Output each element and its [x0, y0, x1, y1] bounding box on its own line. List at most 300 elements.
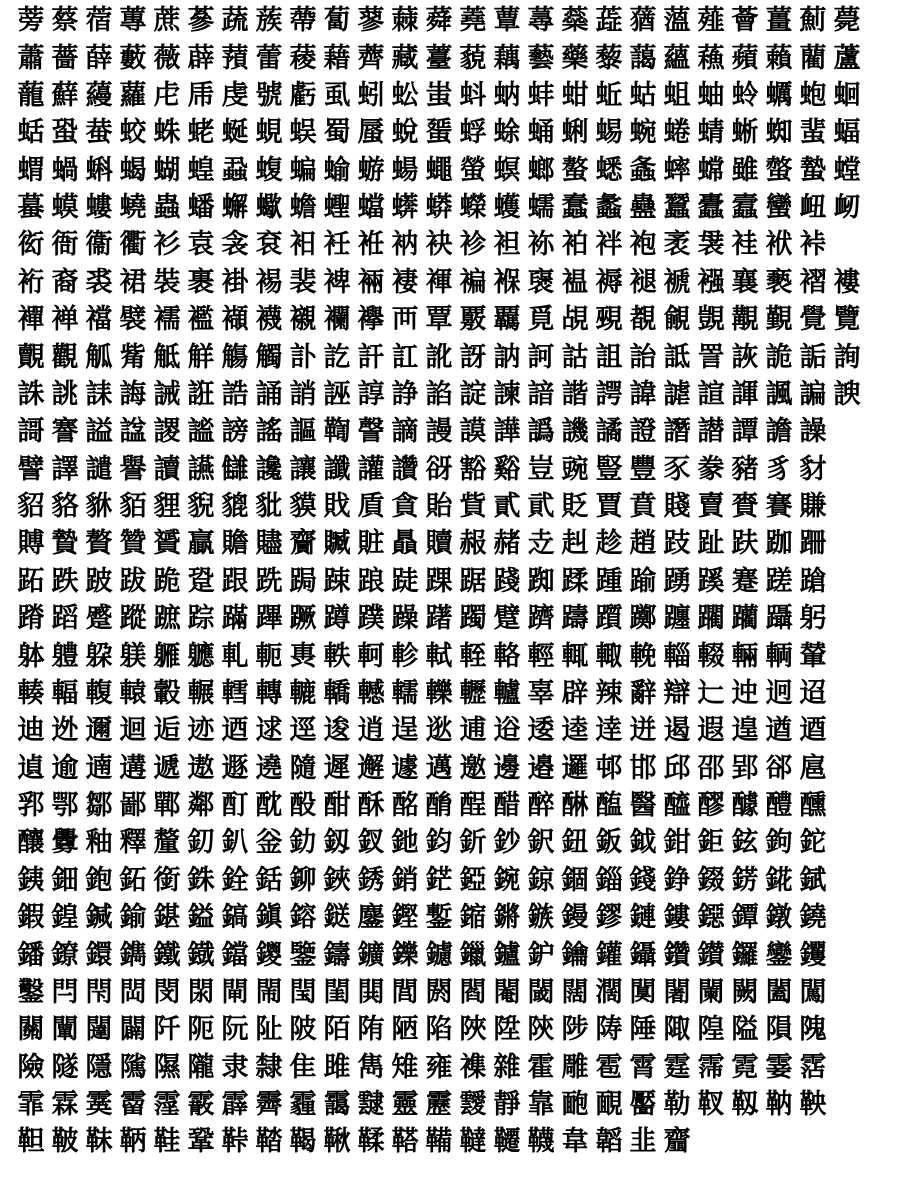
glyph: 謳	[289, 416, 317, 448]
glyph: 蕾	[255, 42, 283, 74]
glyph: 謠	[255, 416, 283, 448]
glyph: 靦	[595, 1089, 623, 1121]
glyph: 衂	[833, 192, 861, 224]
glyph-row	[14, 563, 882, 600]
glyph: 鉞	[629, 827, 657, 859]
glyph: 諤	[595, 378, 623, 410]
glyph: 讖	[323, 453, 351, 485]
glyph: 蔔	[323, 5, 351, 37]
glyph: 輓	[629, 640, 657, 672]
glyph: 蜚	[799, 117, 827, 149]
glyph: 蝌	[85, 154, 113, 186]
glyph: 逶	[527, 715, 555, 747]
glyph: 蓴	[119, 5, 147, 37]
glyph-row	[14, 77, 882, 114]
glyph: 躄	[493, 603, 521, 635]
glyph: 靉	[459, 1089, 487, 1121]
glyph: 貪	[391, 491, 419, 523]
glyph: 跚	[799, 528, 827, 560]
glyph: 褞	[561, 266, 589, 298]
glyph: 袗	[459, 229, 487, 261]
glyph: 迪	[17, 715, 45, 747]
glyph: 鎹	[323, 902, 351, 934]
glyph: 逋	[459, 715, 487, 747]
glyph: 蟷	[357, 192, 385, 224]
glyph: 遶	[255, 752, 283, 784]
glyph: 銛	[255, 864, 283, 896]
glyph: 轤	[493, 677, 521, 709]
glyph: 虱	[323, 79, 351, 111]
glyph: 蹲	[323, 603, 351, 635]
glyph: 醉	[527, 790, 555, 822]
glyph: 褪	[629, 266, 657, 298]
glyph: 酣	[323, 790, 351, 822]
glyph: 踐	[493, 565, 521, 597]
glyph: 銕	[17, 864, 45, 896]
glyph: 鉉	[731, 827, 759, 859]
glyph: 逅	[153, 715, 181, 747]
glyph: 賽	[765, 491, 793, 523]
glyph: 蹂	[561, 565, 589, 597]
glyph: 衢	[119, 229, 147, 261]
glyph: 觚	[85, 341, 113, 373]
glyph: 險	[17, 1051, 45, 1083]
glyph: 蕋	[595, 5, 623, 37]
glyph: 齏	[663, 1126, 691, 1158]
glyph: 蝮	[255, 154, 283, 186]
glyph: 衲	[391, 229, 419, 261]
glyph: 訃	[289, 341, 317, 373]
glyph: 輳	[17, 677, 45, 709]
glyph: 蔡	[51, 5, 79, 37]
glyph: 閘	[221, 976, 249, 1008]
glyph: 贖	[425, 528, 453, 560]
glyph: 蠻	[765, 192, 793, 224]
glyph: 覩	[629, 304, 657, 336]
glyph: 閨	[323, 976, 351, 1008]
glyph: 蜈	[289, 117, 317, 149]
glyph: 醋	[493, 790, 521, 822]
glyph: 蒡	[17, 5, 45, 37]
glyph: 扈	[799, 752, 827, 784]
glyph: 貲	[459, 491, 487, 523]
glyph-row	[14, 637, 882, 674]
glyph: 靆	[357, 1089, 385, 1121]
glyph: 雜	[493, 1051, 521, 1083]
glyph: 鎰	[187, 902, 215, 934]
glyph: 裙	[119, 266, 147, 298]
glyph: 靜	[493, 1089, 521, 1121]
glyph: 貉	[51, 491, 79, 523]
glyph: 襯	[289, 304, 317, 336]
glyph: 闖	[799, 976, 827, 1008]
glyph: 薊	[799, 5, 827, 37]
glyph: 醫	[629, 790, 657, 822]
glyph: 諧	[561, 378, 589, 410]
glyph: 貎	[187, 491, 215, 523]
glyph: 轎	[323, 677, 351, 709]
glyph: 蛞	[17, 117, 45, 149]
glyph: 蠎	[391, 192, 419, 224]
glyph: 諂	[425, 378, 453, 410]
glyph: 韈	[527, 1126, 555, 1158]
glyph: 虍	[153, 79, 181, 111]
glyph: 趺	[731, 528, 759, 560]
glyph: 蟾	[289, 192, 317, 224]
glyph: 諡	[119, 416, 147, 448]
glyph: 蘓	[697, 42, 725, 74]
glyph: 軅	[153, 640, 181, 672]
glyph: 贇	[153, 528, 181, 560]
glyph: 觧	[187, 341, 215, 373]
glyph: 謚	[85, 416, 113, 448]
glyph: 輊	[459, 640, 487, 672]
glyph: 讓	[289, 453, 317, 485]
glyph-row	[14, 1011, 882, 1048]
glyph-row	[14, 787, 882, 824]
glyph: 襤	[187, 304, 215, 336]
glyph: 釋	[119, 827, 147, 859]
glyph: 袿	[731, 229, 759, 261]
glyph-row	[14, 974, 882, 1011]
glyph: 蔘	[187, 5, 215, 37]
glyph: 覈	[459, 304, 487, 336]
glyph: 蜷	[663, 117, 691, 149]
glyph: 螟	[493, 154, 521, 186]
glyph: 詢	[833, 341, 861, 373]
glyph: 鄒	[85, 790, 113, 822]
glyph: 諱	[629, 378, 657, 410]
glyph: 釵	[357, 827, 385, 859]
glyph: 鏥	[459, 902, 487, 934]
glyph: 踪	[187, 603, 215, 635]
glyph: 靨	[629, 1089, 657, 1121]
glyph: 蠹	[697, 192, 725, 224]
glyph: 證	[629, 416, 657, 448]
glyph: 辯	[663, 677, 691, 709]
glyph: 鄙	[119, 790, 147, 822]
glyph: 謔	[663, 378, 691, 410]
glyph: 蟇	[17, 192, 45, 224]
glyph: 蟋	[595, 154, 623, 186]
glyph: 譚	[731, 416, 759, 448]
glyph: 雉	[391, 1051, 419, 1083]
glyph: 趾	[697, 528, 725, 560]
glyph: 薺	[357, 42, 385, 74]
glyph: 迚	[731, 677, 759, 709]
glyph: 褌	[425, 266, 453, 298]
glyph: 遖	[85, 752, 113, 784]
glyph: 陟	[561, 1014, 589, 1046]
glyph: 隸	[255, 1051, 283, 1083]
glyph: 觀	[51, 341, 79, 373]
glyph: 貂	[17, 491, 45, 523]
glyph: 陷	[425, 1014, 453, 1046]
glyph: 陦	[595, 1014, 623, 1046]
glyph: 鏃	[527, 902, 555, 934]
glyph: 蚣	[391, 79, 419, 111]
glyph: 謇	[51, 416, 79, 448]
glyph: 蕈	[493, 5, 521, 37]
glyph: 諠	[697, 378, 725, 410]
glyph: 裘	[85, 266, 113, 298]
glyph: 袮	[527, 229, 555, 261]
glyph: 闕	[731, 976, 759, 1008]
glyph: 遉	[17, 752, 45, 784]
glyph: 藐	[459, 42, 487, 74]
glyph: 襞	[119, 304, 147, 336]
glyph: 謐	[187, 416, 215, 448]
glyph: 钁	[799, 939, 827, 971]
glyph: 乕	[187, 79, 215, 111]
glyph: 訥	[493, 341, 521, 373]
glyph: 蠡	[595, 192, 623, 224]
glyph: 輻	[51, 677, 79, 709]
glyph: 蹐	[17, 603, 45, 635]
glyph: 貅	[85, 491, 113, 523]
glyph: 轆	[289, 677, 317, 709]
glyph: 閧	[357, 976, 385, 1008]
glyph: 釶	[391, 827, 419, 859]
glyph-row	[14, 338, 882, 375]
glyph: 赭	[493, 528, 521, 560]
glyph: 蘂	[561, 5, 589, 37]
glyph: 蜒	[221, 117, 249, 149]
glyph: 裴	[289, 266, 317, 298]
glyph: 襁	[697, 266, 725, 298]
glyph: 鏘	[493, 902, 521, 934]
glyph-row	[14, 413, 882, 450]
glyph: 鏗	[391, 902, 419, 934]
glyph-row	[14, 712, 882, 749]
glyph: 郤	[765, 752, 793, 784]
glyph: 蚯	[595, 79, 623, 111]
glyph: 霆	[663, 1051, 691, 1083]
glyph-row	[14, 451, 882, 488]
glyph: 蘊	[663, 42, 691, 74]
glyph: 釟	[221, 827, 249, 859]
glyph: 褥	[595, 266, 623, 298]
glyph: 逖	[425, 715, 453, 747]
glyph: 鐃	[799, 902, 827, 934]
glyph: 賺	[799, 491, 827, 523]
glyph: 裼	[255, 266, 283, 298]
glyph: 鑛	[357, 939, 385, 971]
glyph: 襄	[731, 266, 759, 298]
glyph: 藥	[561, 42, 589, 74]
glyph: 雕	[561, 1051, 589, 1083]
glyph: 褂	[221, 266, 249, 298]
glyph: 韋	[561, 1126, 589, 1158]
glyph: 轣	[459, 677, 487, 709]
glyph: 譟	[799, 416, 827, 448]
glyph: 覊	[493, 304, 521, 336]
glyph: 鍜	[17, 902, 45, 934]
glyph: 袙	[561, 229, 589, 261]
glyph: 鏝	[561, 902, 589, 934]
glyph: 閻	[459, 976, 487, 1008]
glyph-row	[14, 189, 882, 226]
glyph: 蹼	[357, 603, 385, 635]
glyph: 蕭	[17, 42, 45, 74]
glyph: 鎭	[255, 902, 283, 934]
glyph: 蹣	[221, 603, 249, 635]
glyph: 隱	[85, 1051, 113, 1083]
glyph-row	[14, 39, 882, 76]
glyph: 躰	[17, 640, 45, 672]
glyph: 鞳	[391, 1126, 419, 1158]
glyph: 螳	[833, 154, 861, 186]
glyph: 蕕	[629, 5, 657, 37]
glyph: 蛔	[833, 79, 861, 111]
glyph: 陂	[289, 1014, 317, 1046]
glyph: 蜉	[459, 117, 487, 149]
glyph: 豢	[697, 453, 725, 485]
glyph: 躋	[527, 603, 555, 635]
glyph: 蝪	[391, 154, 419, 186]
glyph: 螻	[85, 192, 113, 224]
glyph: 蝣	[357, 154, 385, 186]
glyph: 錮	[561, 864, 589, 896]
glyph: 鐺	[221, 939, 249, 971]
glyph: 邁	[425, 752, 453, 784]
glyph: 謨	[459, 416, 487, 448]
glyph: 躓	[595, 603, 623, 635]
glyph-row	[14, 1049, 882, 1086]
glyph: 閊	[119, 976, 147, 1008]
glyph: 隨	[289, 752, 317, 784]
glyph: 蟄	[799, 154, 827, 186]
glyph: 衫	[153, 229, 181, 261]
glyph: 蕘	[459, 5, 487, 37]
glyph: 蜆	[255, 117, 283, 149]
glyph: 譌	[527, 416, 555, 448]
glyph: 阮	[221, 1014, 249, 1046]
glyph: 蘋	[731, 42, 759, 74]
glyph: 譯	[51, 453, 79, 485]
glyph: 邱	[663, 752, 691, 784]
glyph: 蛆	[663, 79, 691, 111]
glyph: 螢	[459, 154, 487, 186]
glyph: 隰	[153, 1051, 181, 1083]
glyph: 鈞	[425, 827, 453, 859]
glyph: 酊	[221, 790, 249, 822]
glyph: 鞐	[221, 1126, 249, 1158]
glyph: 鑿	[17, 976, 45, 1008]
glyph: 隴	[187, 1051, 215, 1083]
glyph: 韃	[459, 1126, 487, 1158]
glyph: 誣	[323, 378, 351, 410]
glyph: 譁	[493, 416, 521, 448]
glyph: 鞴	[425, 1126, 453, 1158]
glyph: 輜	[663, 640, 691, 672]
glyph: 裔	[51, 266, 79, 298]
glyph: 蝗	[187, 154, 215, 186]
glyph: 鐫	[119, 939, 147, 971]
glyph: 貭	[357, 491, 385, 523]
glyph: 釐	[153, 827, 181, 859]
glyph: 酖	[255, 790, 283, 822]
glyph: 隍	[697, 1014, 725, 1046]
glyph: 軾	[425, 640, 453, 672]
glyph: 覬	[697, 304, 725, 336]
glyph: 藾	[765, 42, 793, 74]
glyph: 閙	[255, 976, 283, 1008]
glyph: 衒	[17, 229, 45, 261]
glyph: 褸	[833, 266, 861, 298]
glyph: 釁	[51, 827, 79, 859]
glyph: 藏	[391, 42, 419, 74]
glyph: 邵	[697, 752, 725, 784]
glyph: 轗	[357, 677, 385, 709]
glyph: 跖	[17, 565, 45, 597]
glyph: 雍	[425, 1051, 453, 1083]
glyph: 戝	[323, 491, 351, 523]
glyph: 貊	[119, 491, 147, 523]
glyph: 袁	[187, 229, 215, 261]
glyph: 豐	[629, 453, 657, 485]
glyph: 鍼	[85, 902, 113, 934]
glyph: 霓	[731, 1051, 759, 1083]
glyph: 錙	[595, 864, 623, 896]
glyph-row	[14, 226, 882, 263]
glyph: 鑾	[765, 939, 793, 971]
glyph: 覘	[561, 304, 589, 336]
glyph: 詛	[595, 341, 623, 373]
glyph: 逎	[799, 715, 827, 747]
glyph: 貔	[221, 491, 249, 523]
glyph: 鑒	[289, 939, 317, 971]
glyph: 鏈	[629, 902, 657, 934]
glyph: 鞁	[51, 1126, 79, 1158]
glyph: 軈	[187, 640, 215, 672]
glyph: 隧	[51, 1051, 79, 1083]
glyph: 錺	[731, 864, 759, 896]
glyph: 闍	[663, 976, 691, 1008]
glyph: 霑	[799, 1051, 827, 1083]
glyph: 訖	[323, 341, 351, 373]
glyph: 豸	[765, 453, 793, 485]
glyph: 豼	[255, 491, 283, 523]
glyph: 褫	[663, 266, 691, 298]
glyph: 逑	[255, 715, 283, 747]
glyph: 薹	[425, 42, 453, 74]
glyph: 蘰	[85, 79, 113, 111]
glyph: 跫	[187, 565, 215, 597]
glyph: 諢	[731, 378, 759, 410]
glyph: 閇	[85, 976, 113, 1008]
glyph: 靺	[85, 1126, 113, 1158]
glyph: 蚰	[697, 79, 725, 111]
glyph: 鄲	[153, 790, 181, 822]
glyph: 遘	[119, 752, 147, 784]
glyph: 鑠	[391, 939, 419, 971]
glyph: 鞆	[119, 1126, 147, 1158]
glyph: 諄	[357, 378, 385, 410]
glyph: 蕁	[527, 5, 555, 37]
glyph: 鈬	[527, 827, 555, 859]
glyph: 鏐	[595, 902, 623, 934]
glyph: 隘	[731, 1014, 759, 1046]
glyph: 蜿	[629, 117, 657, 149]
glyph: 醪	[697, 790, 725, 822]
glyph: 靠	[527, 1089, 555, 1121]
glyph: 衽	[323, 229, 351, 261]
glyph: 蚫	[799, 79, 827, 111]
glyph: 賣	[697, 491, 725, 523]
glyph: 誦	[255, 378, 283, 410]
glyph: 誥	[221, 378, 249, 410]
